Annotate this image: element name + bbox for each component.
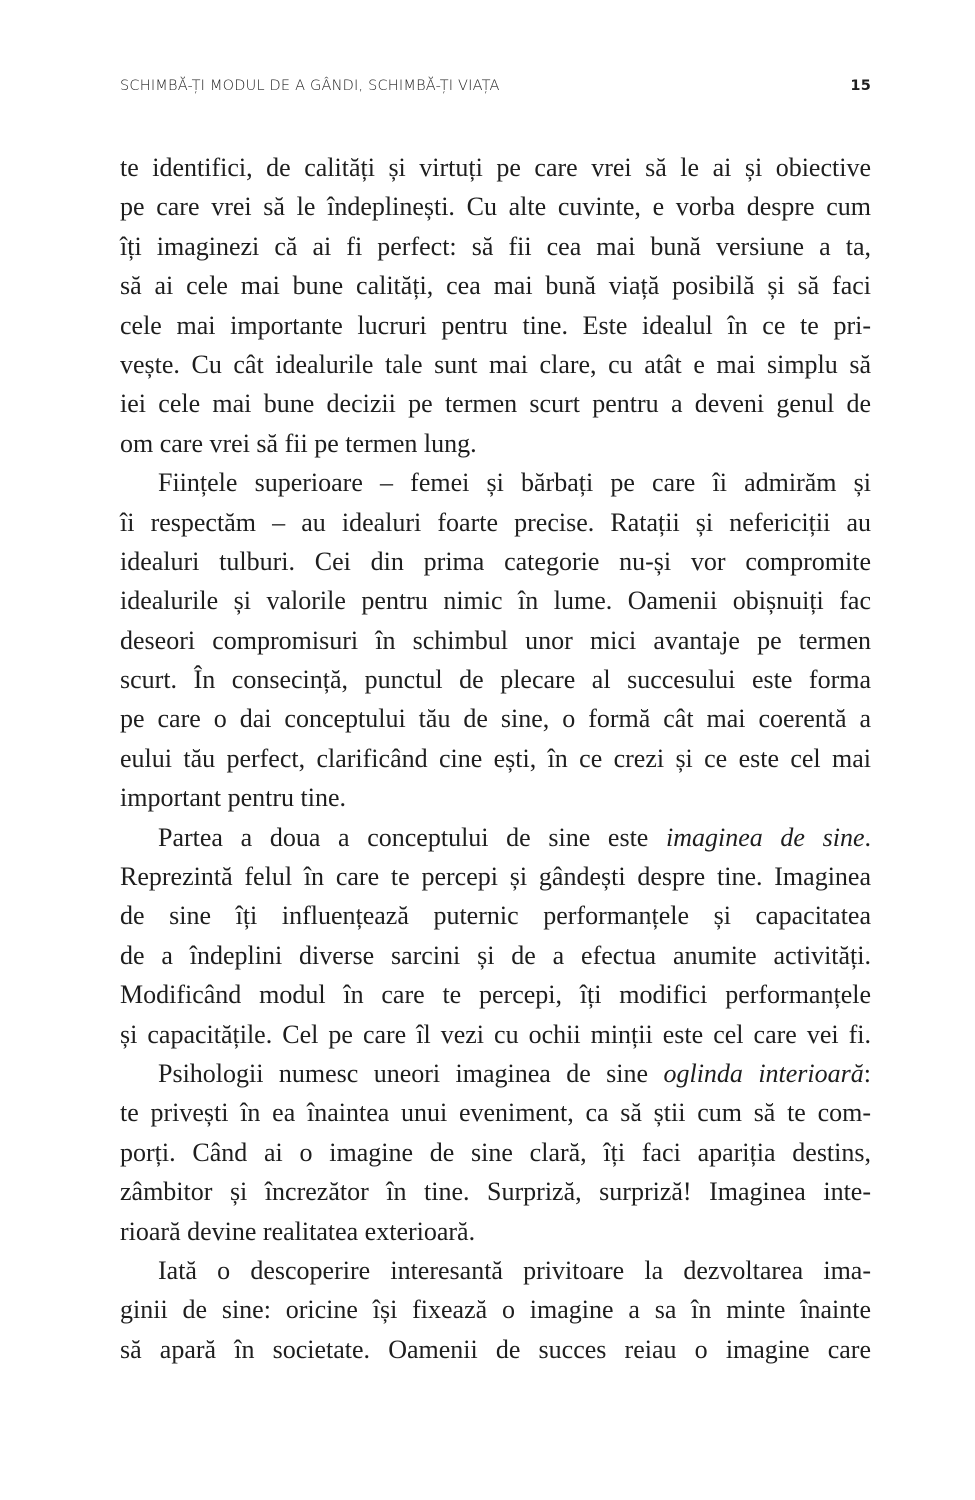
text-line: eului tău perfect, clarificând cine ești, în ce crezi și ce este cel mai bbox=[120, 743, 871, 773]
text-run: : bbox=[863, 1058, 872, 1088]
text-line: îi respectăm – au idealuri foarte precise. Ratații și nefericiții au bbox=[120, 507, 871, 537]
text-line: te privești în ea înaintea unui eveniment, ca să știi cum să te com- bbox=[120, 1098, 871, 1128]
text-line: ginii de sine: oricine își fixează o imagine a sa în minte înainte bbox=[120, 1295, 871, 1325]
italic-term: oglinda interioară bbox=[663, 1058, 864, 1088]
text-line: Iată o descoperire interesantă privitoare la dezvoltarea ima- bbox=[158, 1255, 871, 1285]
text-line: cele mai importante lucruri pentru tine. Este idealul în ce te pri- bbox=[120, 310, 871, 340]
text-line: pe care o dai conceptului tău de sine, o formă cât mai coerentă a bbox=[120, 704, 871, 734]
text-run: Partea a doua a conceptului de sine este bbox=[158, 822, 666, 852]
text-line: deseori compromisuri în schimbul unor mici avantaje pe termen bbox=[120, 625, 871, 655]
text-line: Reprezintă felul în care te percepi și gândești despre tine. Imaginea bbox=[120, 862, 871, 892]
paragraph bbox=[120, 148, 871, 463]
text-line: vește. Cu cât idealurile tale sunt mai clare, cu atât e mai simplu să bbox=[120, 349, 871, 379]
text-line: idealuri tulburi. Cei din prima categorie nu-și vor compromite bbox=[120, 546, 871, 576]
text-line: zâmbitor și încrezător în tine. Surpriză, surpriză! Imaginea inte- bbox=[120, 1177, 871, 1207]
paragraph bbox=[120, 1054, 871, 1251]
paragraph bbox=[120, 463, 871, 818]
text-line: porți. Când ai o imagine de sine clară, îți faci apariția destins, bbox=[120, 1137, 871, 1167]
text-line: Ființele superioare – femei și bărbați pe care îi admirăm și bbox=[158, 468, 871, 498]
text-line: iei cele mai bune decizii pe termen scurt pentru a deveni genul de bbox=[120, 389, 871, 419]
text-line: de a îndeplini diverse sarcini și de a efectua anumite activități. bbox=[120, 940, 871, 970]
text-run: Psihologii numesc uneori imaginea de sine bbox=[158, 1058, 664, 1088]
running-title: SCHIMBĂ-ȚI MODUL DE A GÂNDI, SCHIMBĂ-ȚI VIAȚA bbox=[120, 78, 500, 94]
italic-term: imaginea de sine bbox=[666, 822, 865, 852]
text-line: rioară devine realitatea exterioară. bbox=[120, 1216, 476, 1246]
paragraph bbox=[120, 1251, 871, 1369]
text-line: pe care vrei să le îndeplinești. Cu alte cuvinte, e vorba despre cum bbox=[120, 192, 871, 222]
text-line bbox=[120, 1054, 871, 1093]
text-run: . bbox=[864, 822, 872, 852]
text-line: scurt. În consecință, punctul de plecare al succesului este forma bbox=[120, 665, 871, 695]
text-line: îți imaginezi că ai fi perfect: să fii cea mai bună versiune a ta, bbox=[120, 231, 871, 261]
text-line: om care vrei să fii pe termen lung. bbox=[120, 428, 477, 458]
page-number: 15 bbox=[850, 78, 871, 94]
text-line: să apară în societate. Oamenii de succes reiau o imagine care bbox=[120, 1334, 871, 1364]
body-text bbox=[120, 148, 871, 1369]
text-line: Modificând modul în care te percepi, îți modifici performanțele bbox=[120, 980, 871, 1010]
paragraph bbox=[120, 818, 871, 1054]
text-line: de sine îți influențează puternic performanțele și capacitatea bbox=[120, 901, 871, 931]
text-line bbox=[120, 818, 871, 857]
text-line: să ai cele mai bune calități, cea mai bună viață posibilă și să faci bbox=[120, 271, 871, 301]
text-line: te identifici, de calități și virtuți pe care vrei să le ai și obiective bbox=[120, 153, 871, 182]
text-line: important pentru tine. bbox=[120, 783, 347, 813]
text-line: idealurile și valorile pentru nimic în lume. Oamenii obișnuiți fac bbox=[120, 586, 871, 616]
text-line: și capacitățile. Cel pe care îl vezi cu ochii minții este cel care vei fi. bbox=[120, 1019, 871, 1049]
